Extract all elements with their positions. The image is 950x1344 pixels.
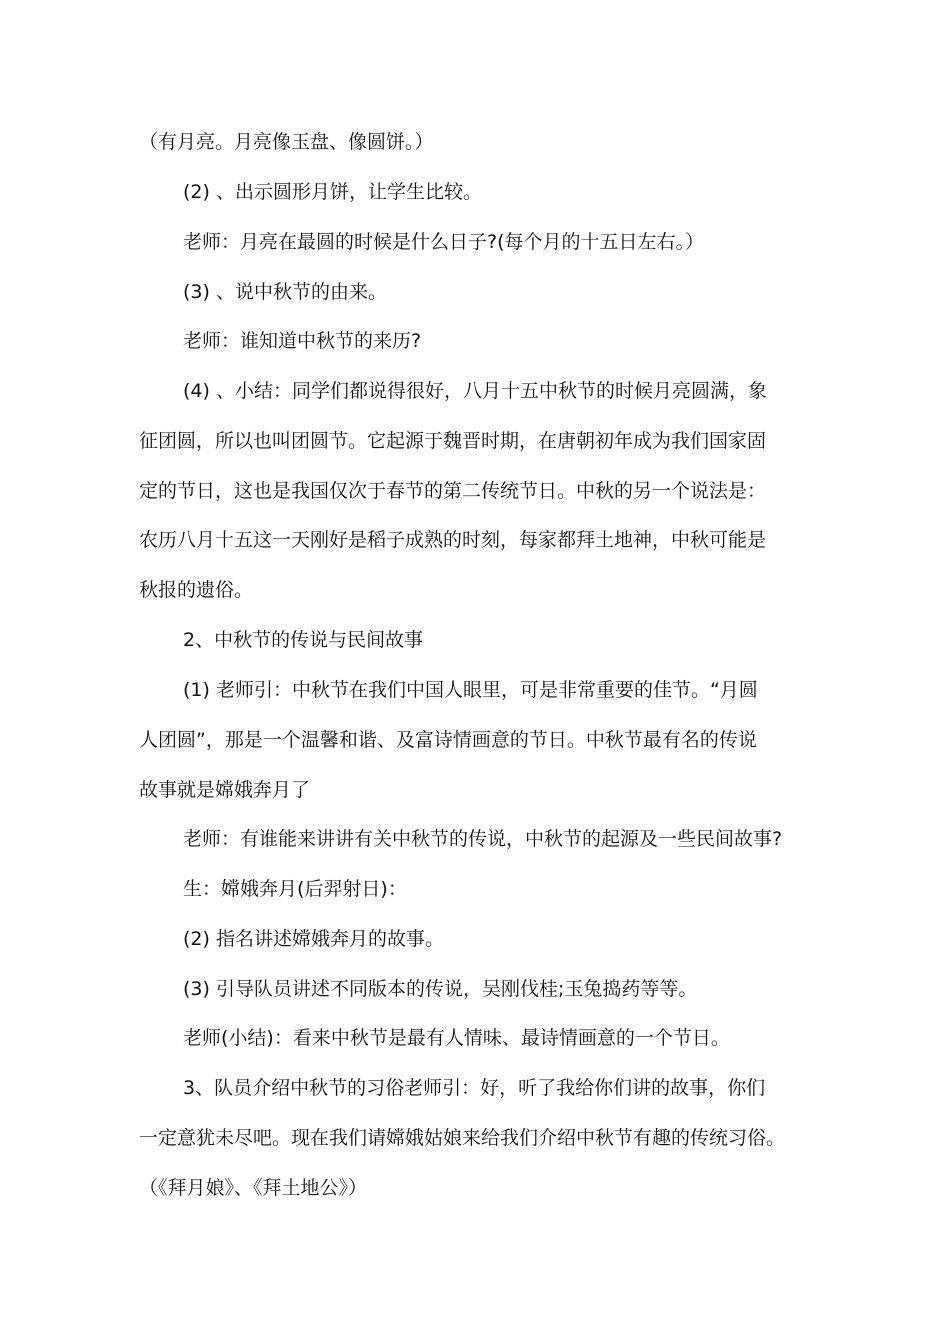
text-line: （有月亮。月亮像玉盘、像圆饼。） — [139, 131, 434, 153]
section-heading: 2、中秋节的传说与民间故事 — [183, 629, 424, 651]
text-line: 人团圆”，那是一个温馨和谐、及富诗情画意的节日。中秋节最有名的传说 — [139, 729, 757, 751]
text-line: 老师：谁知道中秋节的来历? — [183, 330, 422, 352]
text-line: 老师：有谁能来讲讲有关中秋节的传说，中秋节的起源及一些民间故事? — [183, 828, 783, 850]
text-line: 老师：月亮在最圆的时候是什么日子?(每个月的十五日左右。） — [183, 231, 704, 253]
text-line: (2) 、出示圆形月饼，让学生比较。 — [183, 181, 482, 203]
section-heading: 3、队员介绍中秋节的习俗老师引：好，听了我给你们讲的故事，你们 — [183, 1077, 766, 1099]
text-line: (2) 指名讲述嫦娥奔月的故事。 — [183, 928, 444, 950]
text-line: (3) 引导队员讲述不同版本的传说，吴刚伐桂;玉兔捣药等等。 — [183, 978, 698, 1000]
text-line: 定的节日，这也是我国仅次于春节的第二传统节日。中秋的另一个说法是： — [139, 480, 767, 502]
text-line: 一定意犹未尽吧。现在我们请嫦娥姑娘来给我们介绍中秋节有趣的传统习俗。 — [139, 1127, 786, 1149]
text-line: (4) 、小结：同学们都说得很好，八月十五中秋节的时候月亮圆满，象 — [183, 380, 767, 402]
text-line: 农历八月十五这一天刚好是稻子成熟的时刻，每家都拜土地神，中秋可能是 — [139, 529, 767, 551]
text-line: 故事就是嫦娥奔月了 — [139, 779, 311, 801]
text-line: (3) 、说中秋节的由来。 — [183, 281, 387, 303]
text-line: （《拜月娘》、《拜土地公》） — [139, 1177, 368, 1199]
text-line: 秋报的遗俗。 — [139, 579, 254, 601]
text-line: 生：嫦娥奔月(后羿射日)： — [183, 878, 407, 900]
text-line: (1) 老师引：中秋节在我们中国人眼里，可是非常重要的佳节。“月圆 — [183, 679, 758, 701]
text-line: 征团圆，所以也叫团圆节。它起源于魏晋时期，在唐朝初年成为我们国家固 — [139, 430, 767, 452]
text-line: 老师(小结)：看来中秋节是最有人情味、最诗情画意的一个节日。 — [183, 1027, 730, 1049]
